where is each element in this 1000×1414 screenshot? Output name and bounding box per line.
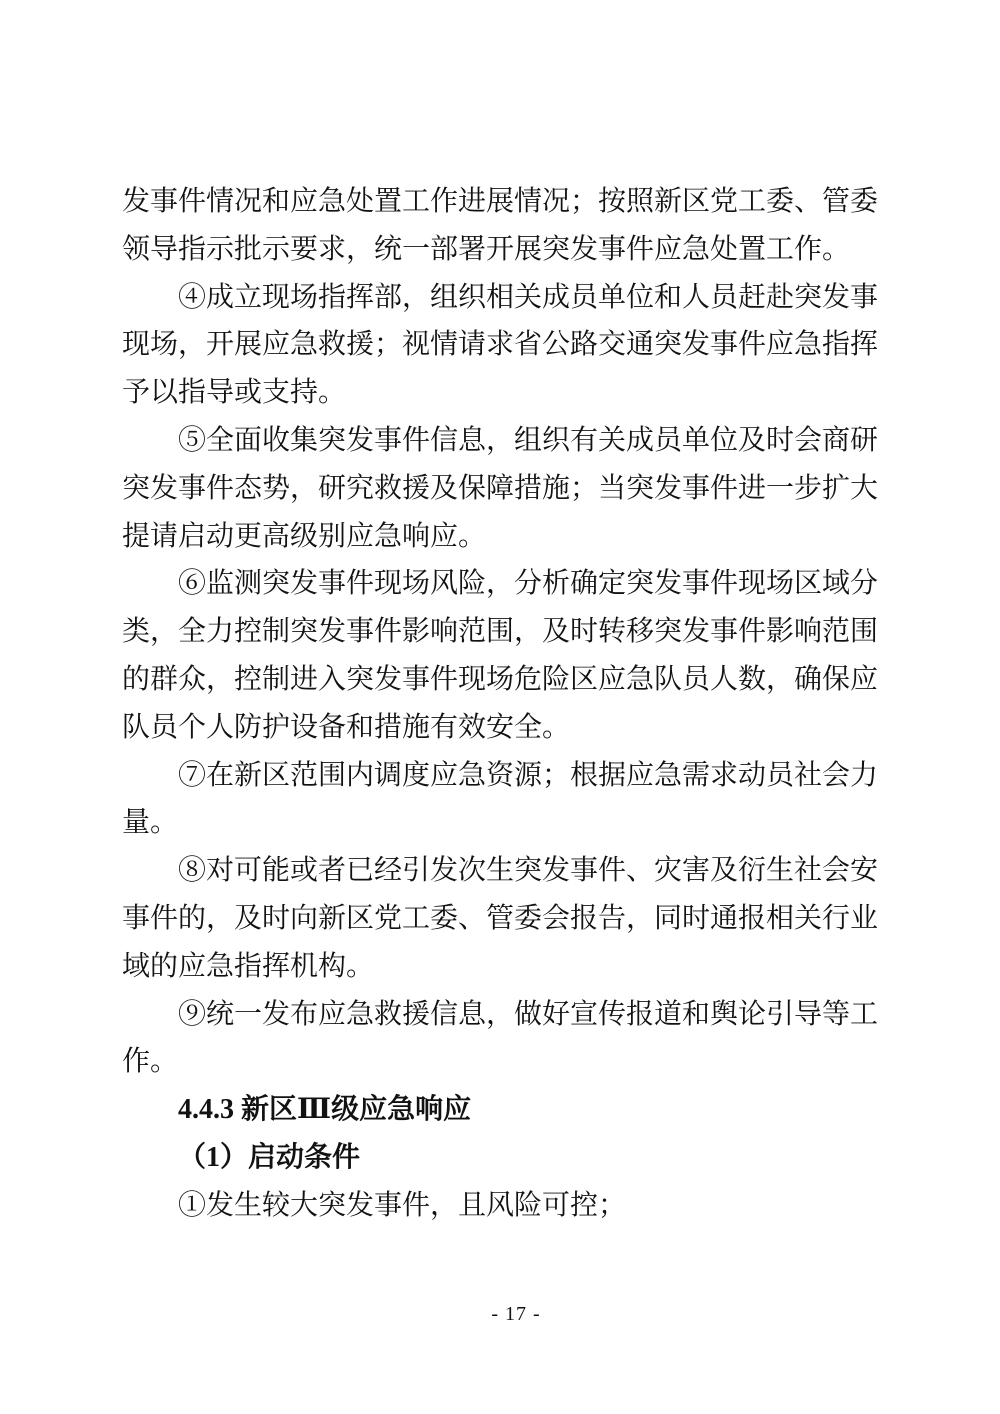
body-line: 的群众，控制进入突发事件现场危险区应急队员人数，确保应 bbox=[122, 663, 878, 695]
body-line: 现场，开展应急救援；视情请求省公路交通突发事件应急指挥 bbox=[122, 329, 878, 361]
body-line: ⑧对可能或者已经引发次生突发事件、灾害及衍生社会安 bbox=[178, 855, 878, 887]
body-line: 域的应急指挥机构。 bbox=[122, 950, 375, 982]
body-line: 量。 bbox=[122, 807, 179, 839]
body-line: ④成立现场指挥部，组织相关成员单位和人员赶赴突发事 bbox=[178, 281, 878, 313]
body-line: 发事件情况和应急处置工作进展情况；按照新区党工委、管委 bbox=[122, 186, 878, 217]
body-line: 予以指导或支持。 bbox=[122, 377, 347, 409]
body-line: ⑨统一发布应急救援信息，做好宣传报道和舆论引导等工 bbox=[178, 998, 878, 1030]
body-line: ①发生较大突发事件，且风险可控； bbox=[178, 1189, 627, 1221]
body-line: 队员个人防护设备和措施有效安全。 bbox=[122, 711, 571, 743]
body-line: 提请启动更高级别应急响应。 bbox=[122, 520, 487, 552]
body-line: ⑦在新区范围内调度应急资源；根据应急需求动员社会力 bbox=[178, 759, 878, 791]
body-line: ⑤全面收集突发事件信息，组织有关成员单位及时会商研 bbox=[178, 424, 878, 456]
body-line: 类，全力控制突发事件影响范围，及时转移突发事件影响范围 bbox=[122, 616, 878, 648]
body-line: 领导指示批示要求，统一部署开展突发事件应急处置工作。 bbox=[122, 233, 851, 265]
subsection-heading: （1）启动条件 bbox=[178, 1141, 361, 1173]
section-heading: 4.4.3 新区Ⅲ级应急响应 bbox=[178, 1094, 472, 1126]
body-line: ⑥监测突发事件现场风险，分析确定突发事件现场区域分 bbox=[178, 568, 878, 600]
body-line: 突发事件态势，研究救援及保障措施；当突发事件进一步扩大 bbox=[122, 472, 878, 504]
page-number: - 17 - bbox=[491, 1303, 541, 1325]
body-line: 作。 bbox=[122, 1046, 179, 1078]
body-line: 事件的，及时向新区党工委、管委会报告，同时通报相关行业 bbox=[122, 902, 878, 934]
document-body bbox=[122, 178, 878, 1230]
